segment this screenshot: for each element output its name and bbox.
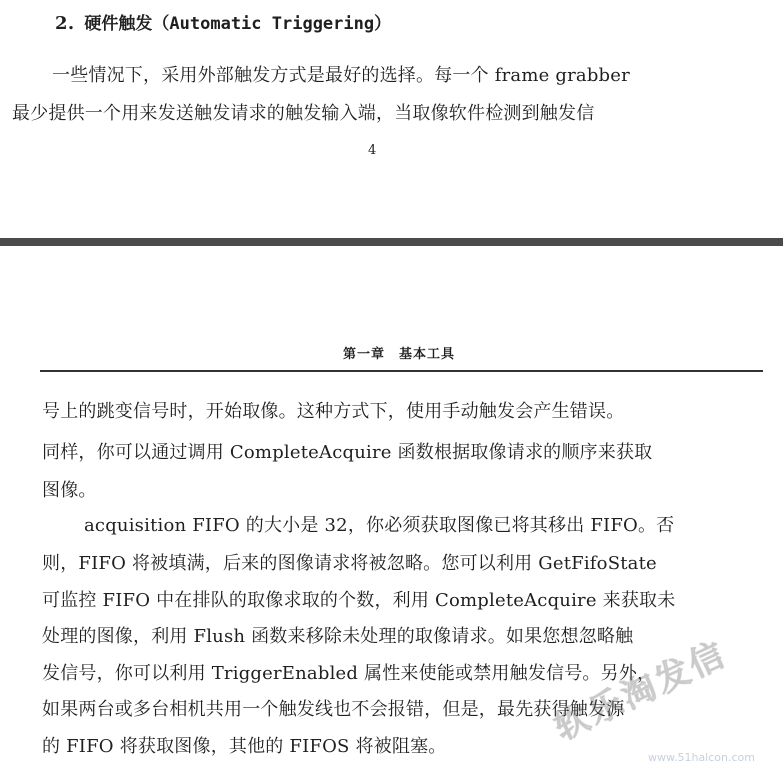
page-break-divider xyxy=(0,238,783,246)
body-line-2: 同样，你可以通过调用 CompleteAcquire 函数根据取像请求的顺序来获取 xyxy=(42,442,653,463)
header-rule xyxy=(40,370,763,372)
intro-paragraph-line-1: 一些情况下，采用外部触发方式是最好的选择。每一个 frame grabber xyxy=(52,65,630,86)
section-heading xyxy=(55,14,391,34)
watermark-text: 软乐淘发信 xyxy=(548,634,733,749)
body-line-10: 的 FIFO 将获取图像，其他的 FIFOS 将被阻塞。 xyxy=(42,736,447,757)
body-line-6: 可监控 FIFO 中在排队的取像求取的个数，利用 CompleteAcquire 来获取未 xyxy=(42,590,676,611)
body-line-5: 则，FIFO 将被填满，后来的图像请求将被忽略。您可以利用 GetFifoState xyxy=(42,553,657,574)
body-line-8: 发信号，你可以利用 TriggerEnabled 属性来使能或禁用触发信号。另外， xyxy=(42,663,656,684)
page-number: 4 xyxy=(368,143,377,158)
chapter-running-header: 第一章 基本工具 xyxy=(343,347,456,362)
body-line-1: 号上的跳变信号时，开始取像。这种方式下，使用手动触发会产生错误。 xyxy=(42,401,625,422)
body-line-7: 处理的图像，利用 Flush 函数来移除未处理的取像请求。如果您想忽略触 xyxy=(42,626,634,647)
body-line-9: 如果两台或多台相机共用一个触发线也不会报错，但是，最先获得触发源 xyxy=(42,699,625,720)
body-line-3: 图像。 xyxy=(42,480,97,501)
body-line-4: acquisition FIFO 的大小是 32，你必须获取图像已将其移出 FIFO。否 xyxy=(84,515,675,536)
watermark-site: www.51halcon.com xyxy=(648,751,755,764)
intro-paragraph-line-2: 最少提供一个用来发送触发请求的触发输入端，当取像软件检测到触发信 xyxy=(12,103,595,124)
section-heading-title: 硬件触发（Automatic Triggering） xyxy=(84,14,392,34)
section-heading-number: 2. xyxy=(55,13,75,34)
